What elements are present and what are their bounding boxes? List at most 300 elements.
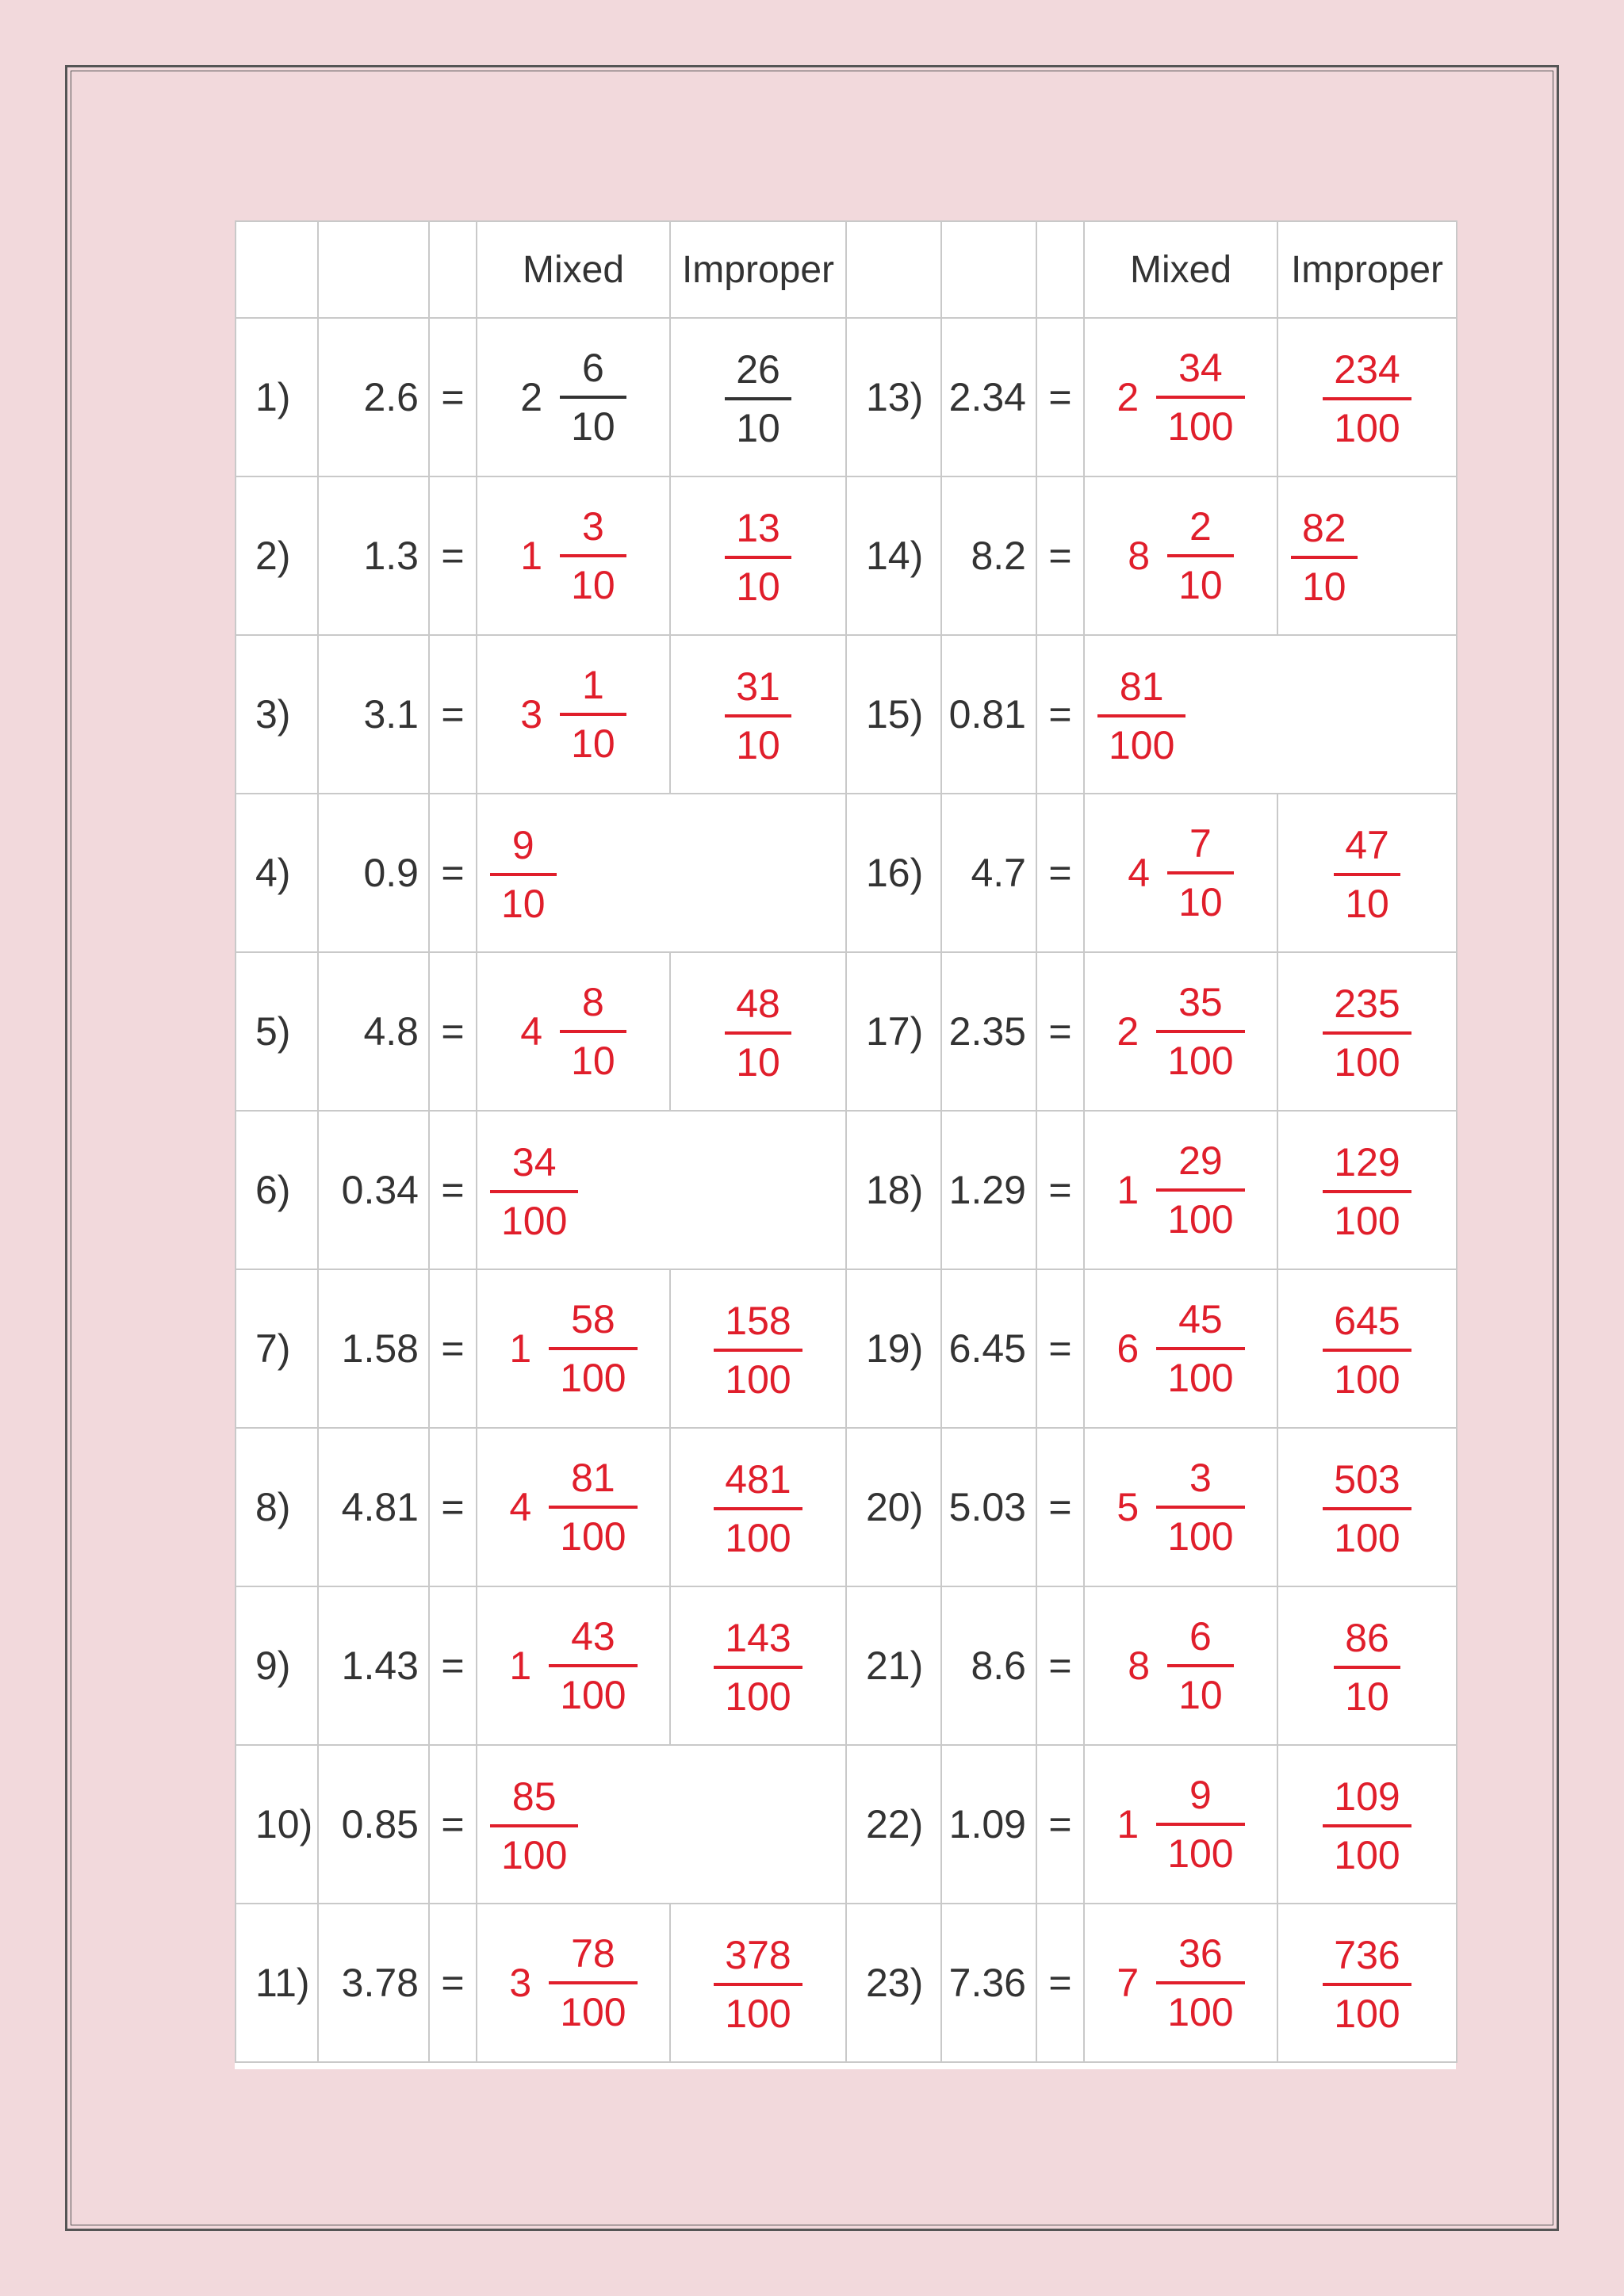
answer — [725, 982, 791, 1085]
equals-label: = — [1048, 534, 1072, 578]
answer — [1323, 1457, 1411, 1560]
improper-fraction-answer — [670, 1428, 846, 1586]
fraction — [1156, 1138, 1244, 1242]
improper-fraction-answer — [1277, 1586, 1457, 1745]
equals-sign — [1036, 794, 1084, 952]
single-fraction-answer — [477, 794, 846, 952]
problem-number — [236, 952, 318, 1111]
problem-number-label: 6) — [255, 1168, 291, 1212]
denominator: 100 — [560, 1514, 626, 1559]
answer — [477, 1774, 578, 1877]
numerator: 3 — [1189, 1456, 1212, 1500]
answer — [1128, 1614, 1233, 1717]
equals-sign — [1036, 952, 1084, 1111]
numerator: 86 — [1345, 1616, 1389, 1660]
problem-number-label: 15) — [866, 692, 924, 737]
decimal-value — [318, 1111, 429, 1269]
numerator: 48 — [736, 982, 780, 1026]
answer — [1085, 664, 1185, 767]
problem-number — [236, 476, 318, 635]
denominator: 100 — [725, 1992, 791, 2036]
answer — [725, 508, 791, 607]
problem-number-label: 10) — [255, 1802, 313, 1846]
answer — [1116, 1456, 1244, 1559]
equals-label: = — [441, 1009, 465, 1054]
decimal-value — [318, 1586, 429, 1745]
whole-number: 3 — [520, 692, 543, 737]
problem-number-label: 11) — [255, 1961, 310, 2005]
header-blank — [236, 221, 318, 318]
numerator: 736 — [1334, 1933, 1400, 1977]
whole-number: 1 — [1116, 1168, 1139, 1212]
decimal-value-label: 1.3 — [363, 534, 419, 578]
answer — [1116, 1138, 1244, 1242]
fraction — [560, 346, 626, 449]
denominator: 10 — [571, 563, 615, 607]
decimal-value — [318, 476, 429, 635]
fraction — [1323, 1457, 1411, 1560]
problem-number-label: 8) — [255, 1485, 291, 1529]
problem-number — [236, 1904, 318, 2062]
numerator: 82 — [1302, 506, 1346, 550]
table-row — [236, 952, 1457, 1111]
problem-number-label: 21) — [866, 1644, 924, 1688]
header-blank — [429, 221, 477, 318]
denominator: 100 — [1167, 1514, 1234, 1559]
equals-label: = — [1048, 1802, 1072, 1846]
decimal-value — [318, 952, 429, 1111]
whole-number: 8 — [1128, 1644, 1151, 1688]
denominator: 10 — [736, 723, 780, 767]
decimal-value — [318, 318, 429, 476]
problem-number — [846, 1904, 941, 2062]
problem-number-label: 4) — [255, 851, 291, 895]
equals-sign — [429, 952, 477, 1111]
equals-label: = — [1048, 692, 1072, 737]
denominator: 10 — [1178, 563, 1223, 607]
mixed-number-answer — [477, 318, 670, 476]
answer — [1323, 1774, 1411, 1877]
equals-label: = — [1048, 851, 1072, 895]
answer — [725, 664, 791, 767]
equals-sign — [1036, 1745, 1084, 1904]
equals-label: = — [441, 1485, 465, 1529]
equals-sign — [1036, 318, 1084, 476]
denominator: 100 — [1109, 723, 1175, 767]
table-row — [236, 1745, 1457, 1904]
header-mixed-right: Mixed — [1084, 221, 1277, 318]
mixed-number-answer — [477, 1904, 670, 2062]
fraction — [560, 504, 626, 607]
decimal-value — [941, 1428, 1036, 1586]
denominator: 100 — [501, 1199, 568, 1243]
decimal-value — [318, 1269, 429, 1428]
decimal-value-label: 2.35 — [948, 1009, 1026, 1054]
equals-label: = — [441, 1961, 465, 2005]
numerator: 109 — [1334, 1774, 1400, 1819]
answer — [477, 1142, 578, 1241]
fraction — [1334, 825, 1400, 924]
numerator: 6 — [1189, 1614, 1212, 1659]
problem-number — [846, 318, 941, 476]
answer — [714, 1457, 802, 1560]
answer — [714, 1299, 802, 1402]
answer — [1128, 821, 1233, 924]
numerator: 78 — [571, 1931, 615, 1976]
mixed-number-answer — [1084, 1269, 1277, 1428]
denominator: 100 — [1334, 406, 1400, 450]
fraction — [1167, 1614, 1234, 1717]
numerator: 481 — [725, 1457, 791, 1502]
answer — [520, 663, 626, 766]
decimal-fraction-table — [235, 220, 1457, 2063]
problem-number — [236, 318, 318, 476]
denominator: 100 — [1167, 404, 1234, 449]
problem-number — [236, 635, 318, 794]
problem-number-label: 22) — [866, 1802, 924, 1846]
equals-label: = — [441, 1326, 465, 1371]
problem-number-label: 17) — [866, 1009, 924, 1054]
decimal-value — [318, 635, 429, 794]
whole-number: 3 — [509, 1961, 532, 2005]
denominator: 10 — [1178, 880, 1223, 924]
fraction — [549, 1456, 637, 1559]
improper-fraction-answer — [670, 952, 846, 1111]
fraction — [490, 825, 557, 924]
denominator: 100 — [560, 1356, 626, 1400]
fraction — [1156, 1456, 1244, 1559]
mixed-number-answer — [1084, 1586, 1277, 1745]
denominator: 100 — [1167, 1356, 1234, 1400]
decimal-value-label: 4.81 — [341, 1485, 419, 1529]
equals-label: = — [441, 692, 465, 737]
answer — [1116, 1773, 1244, 1876]
numerator: 2 — [1189, 504, 1212, 549]
answer — [1323, 982, 1411, 1085]
equals-label: = — [441, 534, 465, 578]
denominator: 100 — [1167, 1990, 1234, 2034]
fraction — [1156, 982, 1244, 1081]
denominator: 10 — [1345, 1674, 1389, 1719]
mixed-number-answer — [1084, 1111, 1277, 1269]
denominator: 100 — [501, 1833, 568, 1877]
fraction — [725, 664, 791, 767]
decimal-value-label: 4.8 — [363, 1009, 419, 1054]
table-row — [236, 1111, 1457, 1269]
decimal-value-label: 5.03 — [948, 1485, 1026, 1529]
denominator: 10 — [736, 406, 780, 450]
fraction — [560, 982, 626, 1081]
denominator: 100 — [1334, 1833, 1400, 1877]
problem-number — [236, 1745, 318, 1904]
equals-sign — [1036, 1428, 1084, 1586]
fraction — [714, 1935, 802, 2034]
header-improper-left: Improper — [670, 221, 846, 318]
equals-label: = — [441, 1168, 465, 1212]
fraction — [490, 1774, 578, 1877]
denominator: 10 — [736, 564, 780, 609]
equals-sign — [429, 1111, 477, 1269]
header-blank — [846, 221, 941, 318]
problem-number — [846, 1745, 941, 1904]
whole-number: 1 — [509, 1644, 532, 1688]
fraction — [1323, 1142, 1411, 1241]
mixed-number-answer — [1084, 1745, 1277, 1904]
equals-sign — [429, 794, 477, 952]
table-row — [236, 794, 1457, 952]
equals-label: = — [1048, 1961, 1072, 2005]
fraction — [1167, 821, 1234, 924]
numerator: 8 — [582, 980, 604, 1024]
denominator: 100 — [1334, 1992, 1400, 2036]
decimal-value — [941, 952, 1036, 1111]
decimal-value-label: 1.09 — [948, 1802, 1026, 1846]
fraction — [560, 663, 626, 766]
answer — [509, 1614, 637, 1717]
denominator: 10 — [1345, 882, 1389, 926]
decimal-value — [318, 1428, 429, 1586]
problem-number-label: 3) — [255, 692, 291, 737]
equals-label: = — [441, 1644, 465, 1688]
numerator: 47 — [1345, 823, 1389, 867]
fraction — [714, 1299, 802, 1402]
table-row — [236, 1586, 1457, 1745]
answer — [520, 346, 626, 449]
equals-label: = — [441, 375, 465, 419]
table-row — [236, 1269, 1457, 1428]
decimal-value-label: 8.2 — [971, 534, 1026, 578]
equals-sign — [429, 1745, 477, 1904]
decimal-value — [941, 794, 1036, 952]
whole-number: 4 — [1128, 851, 1151, 895]
table-row — [236, 1904, 1457, 2062]
problem-number-label: 14) — [866, 534, 924, 578]
decimal-value — [941, 1586, 1036, 1745]
numerator: 13 — [736, 506, 780, 550]
equals-sign — [429, 635, 477, 794]
numerator: 36 — [1178, 1931, 1223, 1976]
equals-label: = — [1048, 375, 1072, 419]
table-row — [236, 476, 1457, 635]
header-improper-right: Improper — [1277, 221, 1457, 318]
answer — [1334, 1616, 1400, 1719]
fraction — [725, 508, 791, 607]
numerator: 1 — [582, 663, 604, 707]
denominator: 10 — [571, 404, 615, 449]
mixed-number-answer — [1084, 476, 1277, 635]
decimal-value-label: 7.36 — [948, 1961, 1026, 2005]
table-row — [236, 318, 1457, 476]
problem-number — [846, 794, 941, 952]
numerator: 34 — [1178, 346, 1223, 390]
fraction — [1323, 982, 1411, 1085]
equals-sign — [429, 1269, 477, 1428]
problem-number-label: 23) — [866, 1961, 924, 2005]
answer — [520, 504, 626, 607]
decimal-value — [941, 318, 1036, 476]
equals-sign — [429, 1904, 477, 2062]
fraction — [725, 982, 791, 1085]
equals-sign — [1036, 1904, 1084, 2062]
equals-sign — [1036, 635, 1084, 794]
answer — [509, 1931, 637, 2034]
fraction — [1323, 1935, 1411, 2034]
whole-number: 6 — [1116, 1326, 1139, 1371]
denominator: 10 — [571, 721, 615, 766]
numerator: 58 — [571, 1297, 615, 1341]
answer — [520, 982, 626, 1081]
decimal-value-label: 0.9 — [363, 851, 419, 895]
problem-number — [846, 952, 941, 1111]
problem-number-label: 19) — [866, 1326, 924, 1371]
decimal-value-label: 0.34 — [341, 1168, 419, 1212]
answer — [725, 347, 791, 450]
numerator: 35 — [1178, 980, 1223, 1024]
single-fraction-answer — [1084, 635, 1457, 794]
numerator: 43 — [571, 1614, 615, 1659]
decimal-value-label: 1.58 — [341, 1326, 419, 1371]
mixed-number-answer — [477, 1269, 670, 1428]
numerator: 45 — [1178, 1297, 1223, 1341]
denominator: 100 — [560, 1673, 626, 1717]
decimal-value — [941, 1269, 1036, 1428]
whole-number: 2 — [1116, 375, 1139, 419]
fraction — [1156, 1931, 1244, 2034]
equals-label: = — [1048, 1009, 1072, 1054]
problem-number — [846, 635, 941, 794]
problem-number-label: 20) — [866, 1485, 924, 1529]
problem-number — [236, 1586, 318, 1745]
denominator: 100 — [1334, 1357, 1400, 1402]
mixed-number-answer — [477, 952, 670, 1111]
answer — [1323, 1142, 1411, 1241]
decimal-value-label: 2.34 — [948, 375, 1026, 419]
improper-fraction-answer — [670, 1904, 846, 2062]
problem-number — [846, 1111, 941, 1269]
denominator: 10 — [1302, 564, 1346, 609]
decimal-value-label: 3.78 — [341, 1961, 419, 2005]
problem-number — [846, 476, 941, 635]
equals-sign — [429, 318, 477, 476]
problem-number-label: 9) — [255, 1644, 291, 1688]
answer — [1128, 504, 1233, 607]
numerator: 9 — [511, 823, 534, 867]
decimal-value — [318, 1745, 429, 1904]
fraction — [1323, 1299, 1411, 1402]
numerator: 378 — [725, 1933, 791, 1977]
numerator: 9 — [1189, 1773, 1212, 1817]
problem-number-label: 7) — [255, 1326, 291, 1371]
problem-number — [236, 1428, 318, 1586]
numerator: 81 — [571, 1456, 615, 1500]
denominator: 100 — [1334, 1516, 1400, 1560]
single-fraction-answer — [477, 1745, 846, 1904]
denominator: 100 — [725, 1357, 791, 1402]
numerator: 234 — [1334, 347, 1400, 392]
numerator: 26 — [736, 347, 780, 392]
equals-sign — [1036, 476, 1084, 635]
improper-fraction-answer — [670, 1586, 846, 1745]
mixed-number-answer — [1084, 1428, 1277, 1586]
problem-number — [846, 1586, 941, 1745]
numerator: 31 — [736, 664, 780, 709]
decimal-value-label: 0.81 — [948, 692, 1026, 737]
denominator: 100 — [725, 1674, 791, 1719]
denominator: 100 — [1167, 1197, 1234, 1242]
improper-fraction-answer — [1277, 952, 1457, 1111]
equals-label: = — [441, 1802, 465, 1846]
improper-fraction-answer — [1277, 1111, 1457, 1269]
denominator: 10 — [571, 1039, 615, 1083]
decimal-value — [941, 1904, 1036, 2062]
mixed-number-answer — [1084, 318, 1277, 476]
improper-fraction-answer — [1277, 1428, 1457, 1586]
improper-fraction-answer — [670, 635, 846, 794]
equals-sign — [1036, 1269, 1084, 1428]
answer — [509, 1299, 637, 1398]
denominator: 100 — [1167, 1039, 1234, 1083]
fraction — [1167, 504, 1234, 607]
decimal-value-label: 1.43 — [341, 1644, 419, 1688]
denominator: 100 — [725, 1516, 791, 1560]
fraction — [549, 1614, 637, 1717]
header-blank — [318, 221, 429, 318]
numerator: 503 — [1334, 1457, 1400, 1502]
denominator: 100 — [560, 1990, 626, 2034]
fraction — [714, 1616, 802, 1719]
problem-number-label: 5) — [255, 1009, 291, 1054]
whole-number: 2 — [1116, 1009, 1139, 1054]
problem-number — [236, 1269, 318, 1428]
answer — [1323, 1299, 1411, 1402]
answer — [1334, 825, 1400, 924]
equals-label: = — [1048, 1326, 1072, 1371]
whole-number: 4 — [509, 1485, 532, 1529]
improper-fraction-answer — [1277, 794, 1457, 952]
fraction — [1156, 1773, 1244, 1876]
whole-number: 1 — [1116, 1802, 1139, 1846]
decimal-value-label: 4.7 — [971, 851, 1026, 895]
denominator: 10 — [1178, 1673, 1223, 1717]
numerator: 29 — [1178, 1138, 1223, 1183]
mixed-number-answer — [477, 635, 670, 794]
whole-number: 1 — [520, 534, 543, 578]
answer — [477, 825, 557, 924]
improper-fraction-answer — [1277, 1904, 1457, 2062]
mixed-number-answer — [1084, 952, 1277, 1111]
problem-number — [236, 1111, 318, 1269]
numerator: 645 — [1334, 1299, 1400, 1343]
header-row — [236, 221, 1457, 318]
equals-sign — [429, 1428, 477, 1586]
mixed-number-answer — [1084, 794, 1277, 952]
worksheet — [235, 220, 1456, 2069]
problem-number-label: 2) — [255, 534, 291, 578]
fraction — [549, 1931, 637, 2034]
problem-number — [236, 794, 318, 952]
improper-fraction-answer — [1277, 1745, 1457, 1904]
numerator: 85 — [511, 1774, 557, 1819]
fraction — [714, 1457, 802, 1560]
numerator: 158 — [725, 1299, 791, 1343]
decimal-value — [941, 1745, 1036, 1904]
fraction — [1323, 1774, 1411, 1877]
numerator: 34 — [511, 1140, 557, 1184]
denominator: 100 — [1334, 1040, 1400, 1085]
fraction — [549, 1299, 637, 1398]
answer — [1116, 982, 1244, 1081]
answer — [1278, 508, 1358, 607]
